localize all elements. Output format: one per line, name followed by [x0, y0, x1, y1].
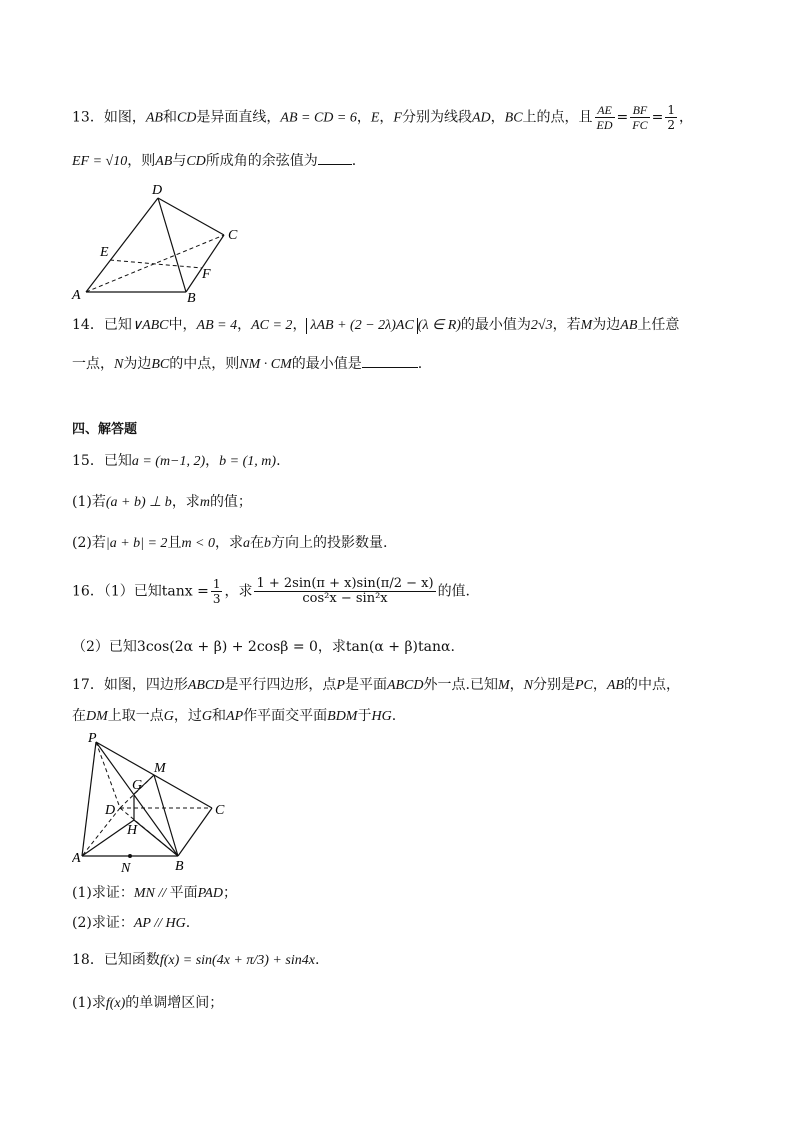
label-N: N [121, 861, 131, 876]
label-H: H [127, 823, 138, 838]
q18-part1: (1)求f(x)的单调增区间； [72, 995, 224, 1011]
q15-part1: (1)若(a + b) ⊥ b，求m的值； [72, 494, 252, 510]
q14-line1: 14．已知∨ABC中，AB = 4，AC = 2， λAB + (2 − 2λ)AC (λ ∈ R)的最小值为2√3，若M为边AB上任意 [72, 317, 680, 333]
q13-tetrahedron-figure [70, 180, 250, 305]
fraction-one-third: $\frac{1}{3}$ [212, 577, 221, 606]
label-A: A [72, 851, 81, 866]
vector-magnitude: λAB + (2 − 2λ)AC [306, 318, 417, 334]
fraction-ae-ed: $\frac{AE}{ED}$ [596, 103, 613, 132]
q18-line1: 18．已知函数f(x) = sin(4x + π/3) + sin4x. [72, 952, 320, 968]
answer-blank[interactable] [318, 150, 352, 165]
label-E: E [100, 245, 109, 260]
label-D: D [152, 183, 163, 198]
q17-pyramid-figure [72, 728, 242, 876]
trig-fraction: $\frac{1 + 2\sin(\pi + x)\sin(\pi/2 - x)}{\text{cos²x − sin²x}}$ [256, 576, 434, 606]
label-M: M [154, 761, 166, 776]
q14-line2: 一点，N为边BC的中点，则NM · CM的最小值是 . [72, 353, 422, 375]
q17-part2: (2)求证：AP // HG. [72, 915, 191, 931]
q14-number: 14．已知 [72, 317, 132, 333]
fraction-bf-fc: $\frac{BF}{FC}$ [632, 103, 648, 132]
label-B: B [187, 291, 196, 305]
q17-line2: 在DM上取一点G，过G和AP作平面交平面BDM于HG. [72, 708, 397, 724]
point-N [128, 854, 132, 858]
q16-line2: （2）已知3cos(2α + β) + 2cosβ = 0，求tan(α + β)tanα. [72, 639, 455, 655]
q13-line2: EF = √10，则AB与CD所成角的余弦值为 . [72, 150, 356, 172]
label-G: G [132, 778, 143, 793]
fraction-one-half: $\frac{1}{2}$ [667, 103, 675, 132]
label-F: F [202, 267, 211, 282]
q16-line1: 16．（1）已知tanx = $\frac{1}{3}$ ，求 $\frac{1 + 2\sin(\pi + x)\sin(\pi/2 - x)}{\text{cos²x − sin²x}}$ 的值. [72, 576, 471, 606]
q13-number: 13．如图， [72, 109, 146, 126]
section-heading: 四、解答题 [72, 422, 138, 437]
q17-part1: (1)求证：MN // 平面PAD； [72, 885, 238, 901]
label-B: B [175, 859, 184, 874]
label-A: A [72, 288, 81, 303]
label-P: P [88, 731, 97, 746]
answer-blank[interactable] [362, 353, 418, 368]
label-D: D [105, 803, 116, 818]
q17-line1: 17．如图，四边形ABCD是平行四边形，点P是平面ABCD外一点.已知M，N分别是PC，AB的中点， [72, 677, 680, 693]
q13-line1: 13．如图，AB和CD是异面直线，AB = CD = 6，E，F分别为线段AD，BC上的点，且 $\frac{AE}{ED}$ = $\frac{BF}{FC}$ = $\frac{1}{2}$ ， [72, 103, 693, 132]
label-C: C [228, 228, 238, 243]
label-C: C [215, 803, 225, 818]
q15-line1: 15．已知a = (m−1, 2)，b = (1, m). [72, 453, 281, 469]
q15-part2: (2)若|a + b| = 2且m < 0，求a在b方向上的投影数量. [72, 535, 388, 551]
